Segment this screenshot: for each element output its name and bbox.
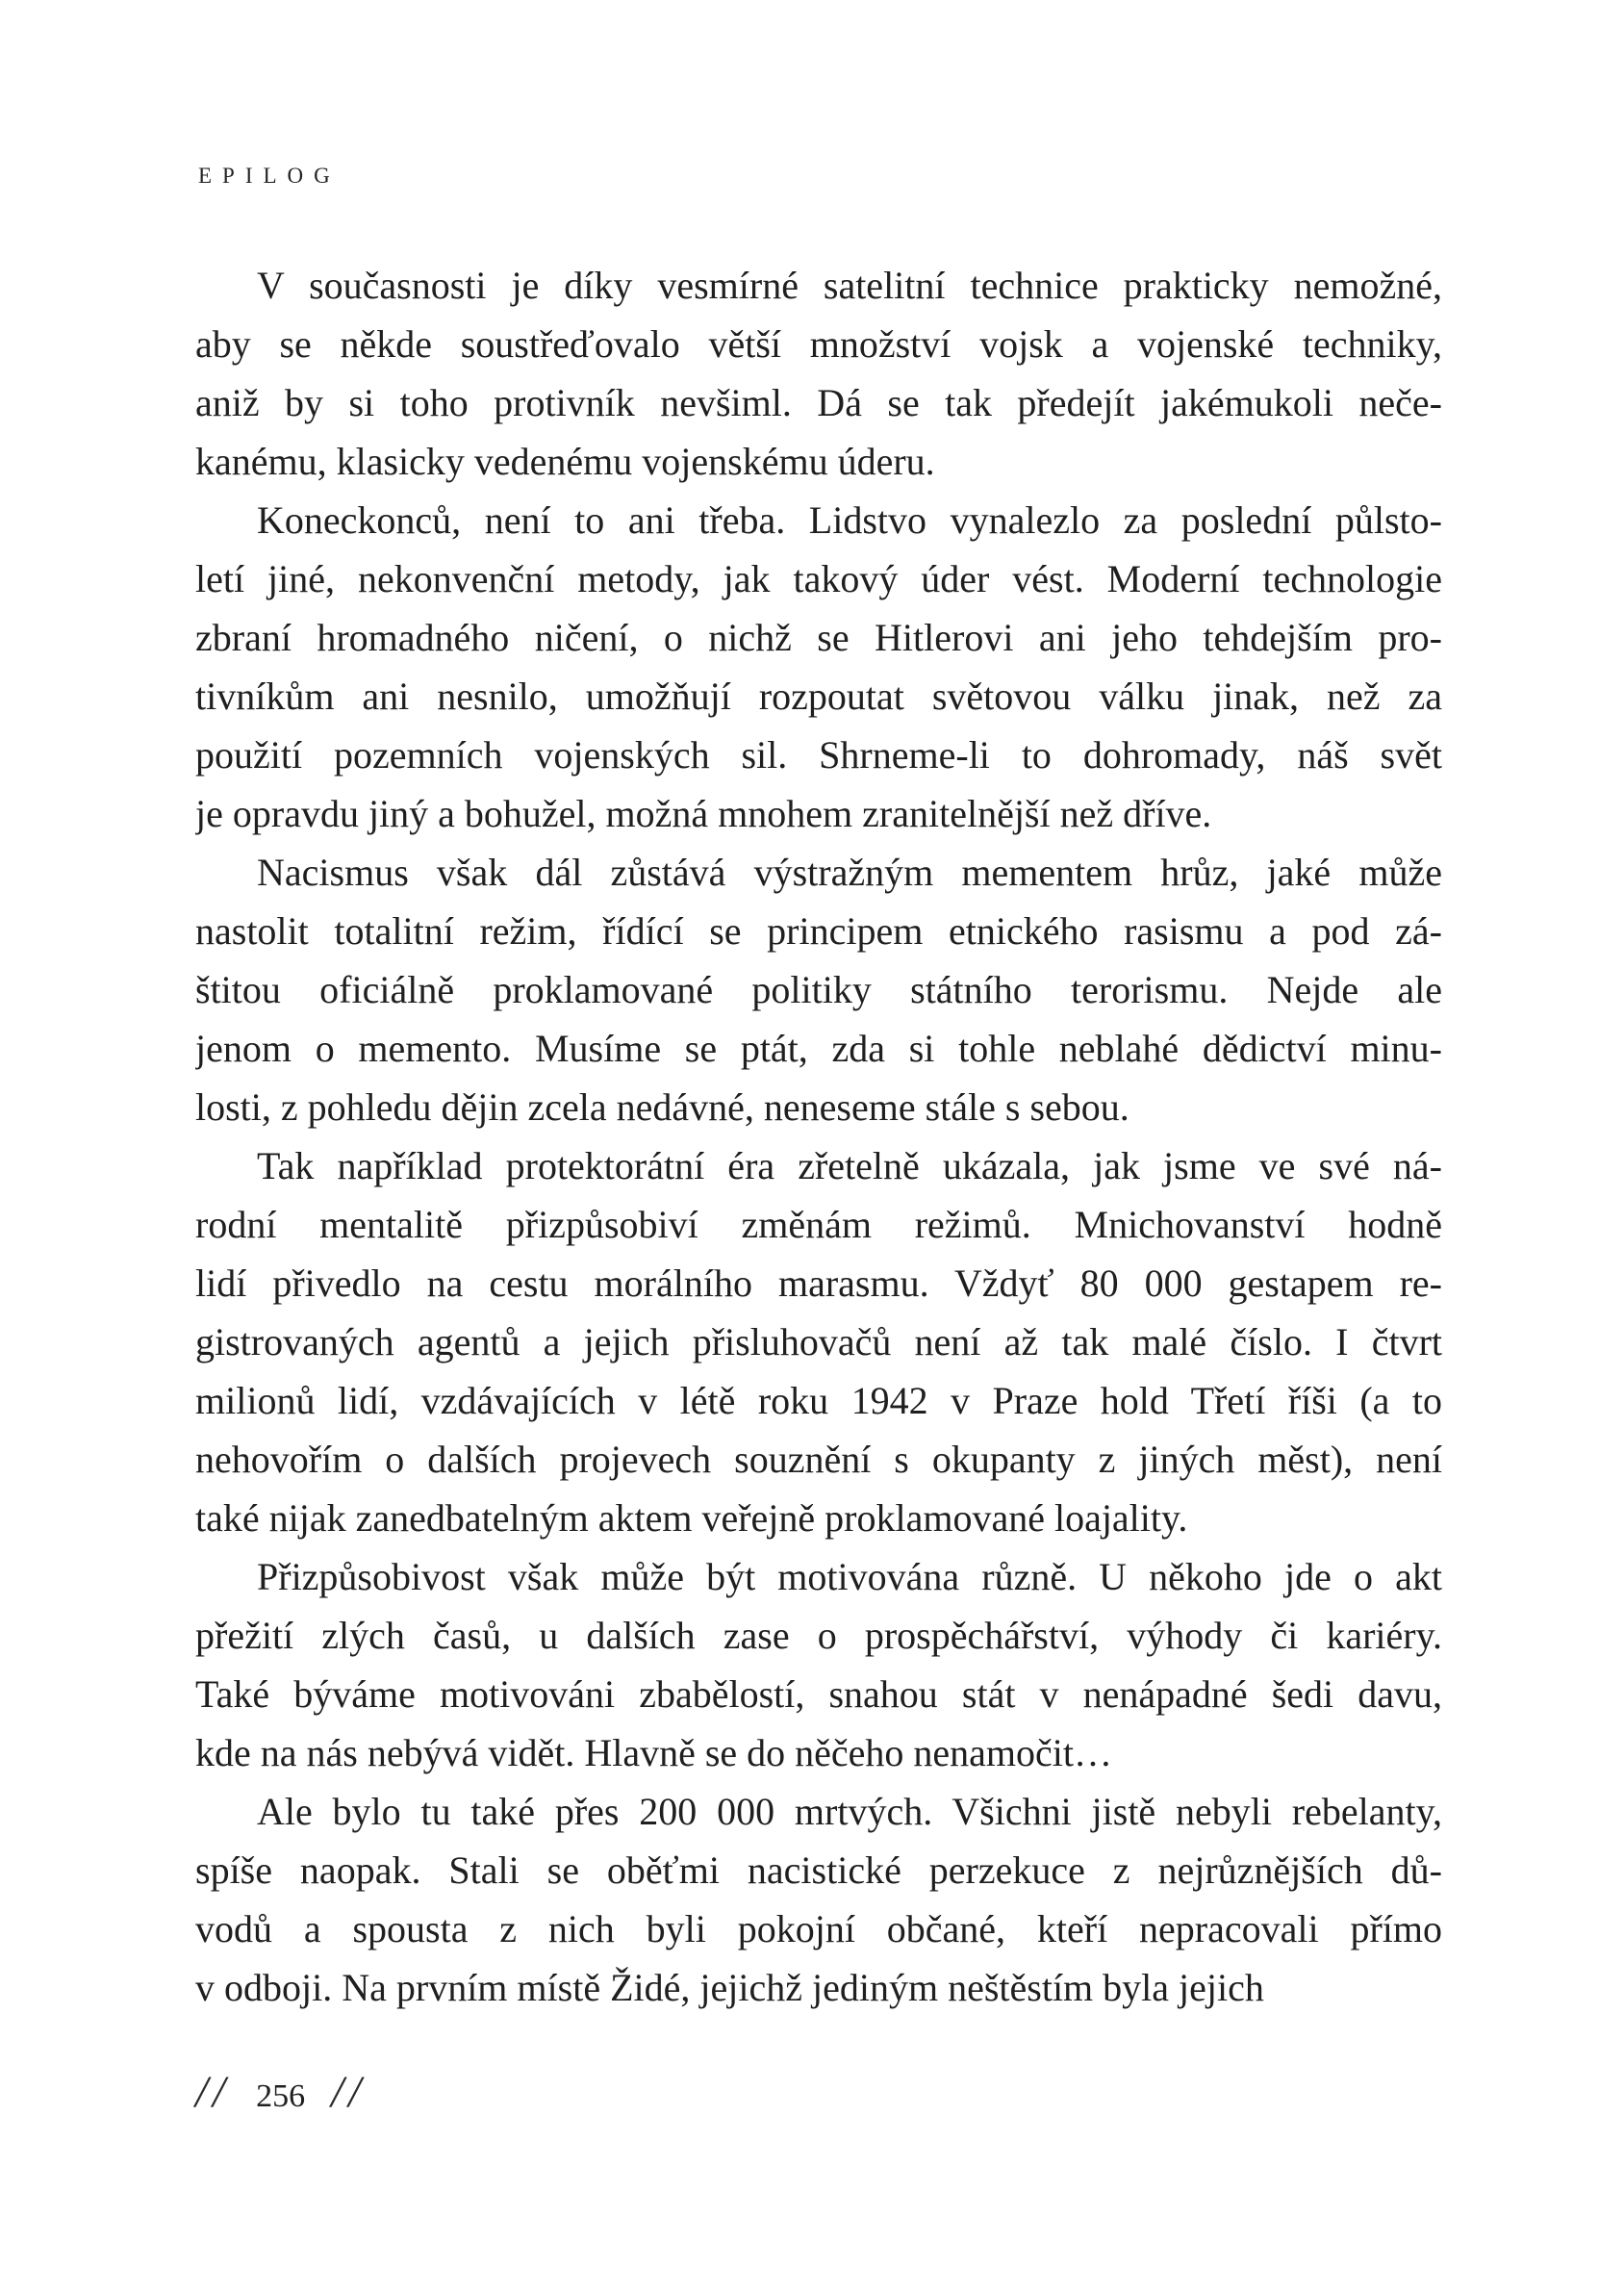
text-line: je opravdu jiný a bohužel, možná mnohem zranitelnější než dříve.: [195, 792, 1212, 835]
running-header: EPILOG: [198, 164, 341, 188]
footer-slash-right-ornament: //: [331, 2067, 367, 2117]
text-line: Nacismus však dál zůstává výstražným mementem hrůz, jaké může: [257, 851, 1442, 894]
text-line: vodů a spousta z nich byli pokojní občané, kteří nepracovali přímo: [195, 1907, 1442, 1950]
text-line: nehovořím o dalších projevech souznění s okupanty z jiných měst), není: [195, 1438, 1442, 1481]
footer-slash-left-ornament: //: [195, 2067, 231, 2117]
text-line: tivníkům ani nesnilo, umožňují rozpoutat světovou válku jinak, než za: [195, 675, 1442, 718]
text-line: lidí přivedlo na cestu morálního marasmu. Vždyť 80 000 gestapem re-: [195, 1262, 1442, 1305]
text-line: nastolit totalitní režim, řídící se principem etnického rasismu a pod zá-: [195, 909, 1442, 953]
text-line: zbraní hromadného ničení, o nichž se Hitlerovi ani jeho tehdejším pro-: [195, 616, 1442, 659]
body-text: [195, 256, 1442, 2017]
text-line: také nijak zanedbatelným aktem veřejně proklamované loajality.: [195, 1496, 1188, 1540]
text-line: spíše naopak. Stali se oběťmi nacistické perzekuce z nejrůznějších dů-: [195, 1848, 1442, 1892]
text-line: Koneckonců, není to ani třeba. Lidstvo vynalezlo za poslední půlsto-: [257, 498, 1442, 542]
text-line: V současnosti je díky vesmírné satelitní technice prakticky nemožné,: [257, 264, 1442, 307]
text-line: jenom o memento. Musíme se ptát, zda si tohle neblahé dědictví minu-: [195, 1027, 1442, 1070]
text-line: přežití zlých časů, u dalších zase o prospěchářství, výhody či kariéry.: [195, 1614, 1442, 1657]
text-line: v odboji. Na prvním místě Židé, jejichž jediným neštěstím byla jejich: [195, 1966, 1264, 2009]
text-line: letí jiné, nekonvenční metody, jak takový úder vést. Moderní technologie: [195, 557, 1442, 600]
paragraph: [195, 256, 1442, 491]
text-line: použití pozemních vojenských sil. Shrneme-li to dohromady, náš svět: [195, 733, 1442, 777]
paragraph: [195, 491, 1442, 843]
text-line: Tak například protektorátní éra zřetelně ukázala, jak jsme ve své ná-: [257, 1144, 1442, 1187]
text-line: aby se někde soustřeďovalo větší množství vojsk a vojenské techniky,: [195, 322, 1442, 366]
text-line: Přizpůsobivost však může být motivována různě. U někoho jde o akt: [257, 1555, 1442, 1598]
text-line: Ale bylo tu také přes 200 000 mrtvých. Všichni jistě nebyli rebelanty,: [257, 1790, 1442, 1833]
paragraph: [195, 843, 1442, 1136]
text-line: rodní mentalitě přizpůsobiví změnám režimů. Mnichovanství hodně: [195, 1203, 1442, 1246]
text-line: aniž by si toho protivník nevšiml. Dá se tak předejít jakémukoli neče-: [195, 381, 1442, 424]
paragraph: [195, 1782, 1442, 2017]
page-number: 256: [256, 2078, 306, 2114]
text-line: štitou oficiálně proklamované politiky státního terorismu. Nejde ale: [195, 968, 1442, 1011]
text-line: kde na nás nebývá vidět. Hlavně se do něčeho nenamočit…: [195, 1731, 1113, 1774]
page-footer: [195, 2067, 366, 2122]
text-line: losti, z pohledu dějin zcela nedávné, neneseme stále s sebou.: [195, 1085, 1129, 1129]
text-line: milionů lidí, vzdávajících v létě roku 1942 v Praze hold Třetí říši (a to: [195, 1379, 1442, 1422]
text-line: Také býváme motivováni zbabělostí, snahou stát v nenápadné šedi davu,: [195, 1672, 1442, 1716]
text-line: kanému, klasicky vedenému vojenskému úderu.: [195, 440, 935, 483]
text-line: gistrovaných agentů a jejich přisluhovačů není až tak malé číslo. I čtvrt: [195, 1320, 1442, 1364]
paragraph: [195, 1136, 1442, 1547]
paragraph: [195, 1547, 1442, 1782]
